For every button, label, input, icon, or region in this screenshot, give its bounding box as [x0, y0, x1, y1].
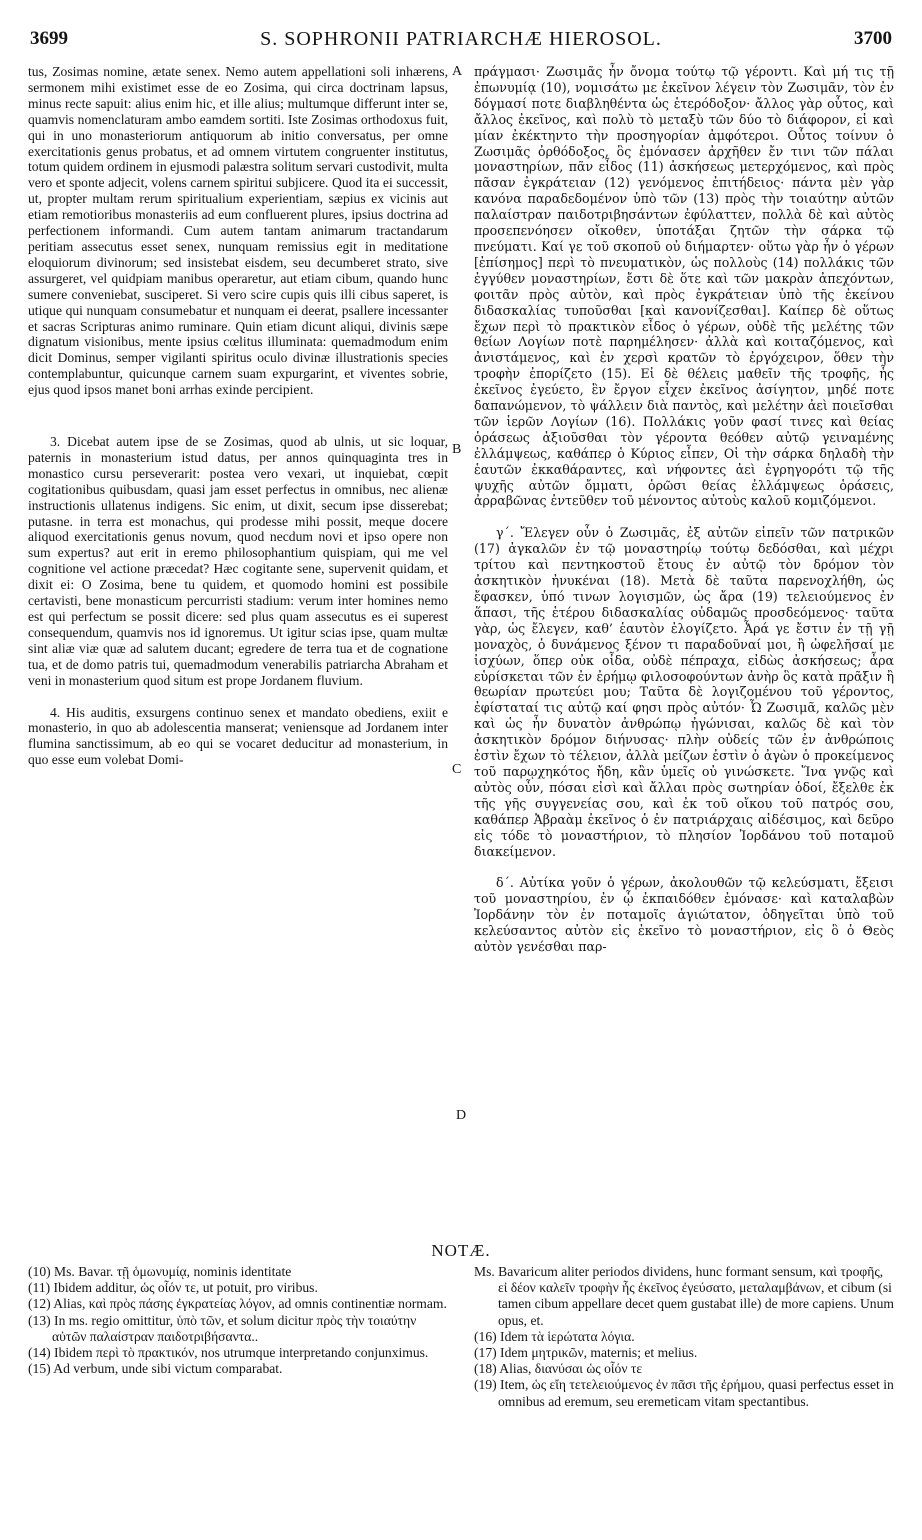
running-title: S. SOPHRONII PATRIARCHÆ HIEROSOL.: [260, 28, 662, 50]
paragraph-gap: [28, 689, 448, 705]
note-item: (11) Ibidem additur, ὡς οἷόν τε, ut potuit, pro viribus.: [28, 1280, 318, 1296]
latin-column: [28, 64, 448, 768]
note-item: (17) Idem μητρικῶν, maternis; et melius.: [474, 1345, 698, 1361]
latin-paragraph-2: 3. Dicebat autem ipse de se Zosimas, quod ab ulnis, ut sic loquar, paternis in monasterium istud datus, per annos quinquaginta tres in monastico cursu perseverarit: postea vero vexari, ut inquiebat, cœpit cogitationibus quibusdam, quasi jam esset perfectus in omnibus, nec alienæ instructionis ullatenus indigens. Sic enim, ut dixit, secum ipse disserebat; putasne. in terra est monachus, qui prodesse mihi possit, meque docere aliquod exercitationis genus novum, quod necdum novi et ipso opere non sum expertus? aut erit in eremo philosophantium quispiam, qui me vel cognitione vel actione præcedat? Hæc cogitante sene, supervenit quidam, et dixit ei: O Zosima, bene tu quidem, et quomodo homini est possibile certavisti, bene monasticum percurristi stadium: verum inter homines nemo est qui perfectum se possit dicere: sed plus quam assecutus es ei superest consequendum, quamvis nos id ignoremus. Ut igitur scias ipse, quam multæ sint aliæ viæ quæ ad salutem ducant; egredere de terra tua et de cognatione tua, et de domo patris tui, quemadmodum venerabilis patriarcha Abraham et veni in monasterium quod situm est prope Jordanem fluvium.: [28, 434, 448, 688]
greek-paragraph-1: πράγμασι· Ζωσιμᾶς ἦν ὄνομα τούτῳ τῷ γέροντι. Καὶ μή τις τῇ ἐπωνυμίᾳ (10), νομισάτω με ἐκεῖνον λέγειν τὸν Ζωσιμᾶν, τὸν ἐν δόγμασί ποτε διαβληθέντα ὡς ἑτερόδοξον· ἄλλος γὰρ οὗτος, καὶ ἄλλος ἐκεῖνος, καὶ πολὺ τὸ μεταξὺ τῶν δύο τὸ διάφορον, εἰ καὶ μίαν ἐκέκτηντο τὴν προσηγορίαν ἀμφότεροι. Οὗτος τοίνυν ὁ Ζωσιμᾶς ὀρθόδοξος, ὃς ἐμόνασεν ἀρχῆθεν ἔν τινι τῶν πάλαι μοναστηρίων, πᾶν εἶδος (11) ἀσκήσεως μετερχόμενος, καὶ πρὸς πᾶσαν ἐγκράτειαν (12) γενόμενος ἐπιτήδειος· πάντα μὲν γὰρ κανόνα παραδεδομένον ὑπὸ τῶν (13) πρὸς τὴν τοιαύτην αὐτῶν παλαίστραν παιδοτριβησάντων ἐφύλαττεν, πολλὰ δὲ καὶ αὐτὸς προσεπενόησεν οἴκοθεν, ὑποτάξαι ζητῶν τὴν σάρκα τῷ πνεύματι. Καί γε τοῦ σκοποῦ οὐ διήμαρτεν· οὕτω γὰρ ἦν ὁ γέρων [ἐπίσημος] περὶ τὸ πνευματικὸν, ὡς πολλοὺς (14) πολλάκις τῶν ἐγγύθεν μοναστηρίων, ἔστι δὲ ὅτε καὶ τῶν μακρὰν ἀπεχόντων, φοιτᾶν πρὸς αὐτὸν, καὶ πρὸς ἐγκράτειαν ὑπὸ τῆς ἐκείνου διδασκαλίας τυποῦσθαι [καὶ κανονίζεσθαι]. Καίπερ δὲ οὕτως ἔχων περὶ τὸ πρακτικὸν εἶδος ὁ γέρων, οὐδὲ τῆς μελέτης τῶν θείων Λογίων ποτὲ παρημέλησεν· ἀλλὰ καὶ κοιταζόμενος, καὶ ἀνιστάμενος, καὶ ἐν χερσὶ κρατῶν τὸ ἐργόχειρον, ὅθεν τὴν τροφὴν ἐπορίζετο (15). Εἰ δὲ θέλεις μαθεῖν τῆς τροφῆς, ἧς ἐκεῖνος ἐγεύετο, ἓν ἔργον εἶχεν ἐκεῖνος ἀσίγητον, μηδέ ποτε δαπανώμενον, τὸ ψάλλειν διὰ παντὸς, καὶ μελέτην ἀεὶ ποιεῖσθαι τῶν ἱερῶν Λογίων (16). Πολλάκις γοῦν φασί τινες καὶ θείας ὁράσεως ἀξιοῦσθαι τὸν γέροντα θεόθεν αὐτῷ γειναμένης ἐλλάμψεως, καθάπερ ὁ Κύριος εἶπεν, Οἱ τὴν σάρκα δηλαδὴ τὴν ἑαυτῶν ἐκκαθάραντες, καὶ νήφοντες ἀεὶ ἐγρηγορότι τῷ τῆς ψυχῆς αὐτῶν ὄμματι, ὁρῶσι θείας ἐλλάμψεως ὁράσεις, ἀρραβῶνας ἐντεῦθεν τοῦ μένοντος αὐτοὺς καλοῦ κομιζόμενοι.: [474, 64, 894, 509]
latin-paragraph-1: tus, Zosimas nomine, ætate senex. Nemo autem appellationi soli inhærens, sermonem mihi existimet esse de eo Zosima, qui circa doctrinam lapsus, minus recte sapuit: alius enim hic, et ille alius; multumque differunt inter se, quamvis nomenclaturam ambo eamdem sortiti. Iste Zosimas orthodoxus fuit, qui in uno monasteriorum antiquorum ab initio conversatus, per omne exercitationis genus probatus, et ad omnem virtutem congruenter institutus, totum quidem ordinem in ejusmodi palæstra solitum servari custodivit, multa vero et sponte adjecit, volens carnem spiritui subjicere. Quod ita ei successit, ut, propter multam rerum spiritualium experientiam, sæpius ex vicinis aut etiam remotioribus monasteriis ad eum confluerent plures, ipsius doctrina ad perfectionem informandi. Cum autem tantam animarum tractandarum peritiam assecutus esset senex, nunquam remissius egit in meditatione eloquiorum divinorum; sed insistebat eisdem, seu decumberet strato, sive assurgeret, vel quidpiam manibus operaretur, aut etiam cibum, quando hunc sumere conveniebat, susciperet. Si vero scire cupis quis illi cibus saperet, is utique qui nunquam consumebatur et nunquam ei deerat, psallere incessanter et sacras Scripturas animo ruminare. Quin etiam dicunt aliqui, divinis sæpe dignatum visionibus, mente ipsius cœlitus illuminata: quemadmodum enim dicit Dominus, semper vigilanti spiritus oculo divinæ illustrationis species contemplabuntur, quicunque carnem suam expurgarint, et viventes sobrie, ejus quod ipsos manet boni arrhas exinde percipient.: [28, 64, 448, 398]
note-item: (15) Ad verbum, unde sibi victum comparabat.: [28, 1361, 283, 1377]
section-marker-c: C: [452, 762, 462, 777]
page-header: [30, 28, 892, 58]
greek-paragraph-2: γ΄. Ἔλεγεν οὖν ὁ Ζωσιμᾶς, ἐξ αὐτῶν εἰπεῖν τῶν πατρικῶν (17) ἀγκαλῶν ἐν τῷ μοναστηρίῳ τούτῳ δεδόσθαι, καὶ μέχρι τρίτου καὶ πεντηκοστοῦ ἔτους ἐν αὐτῷ τὸν δρόμον τὸν ἀσκητικὸν ἠνυκέναι (18). Μετὰ δὲ ταῦτα παρενοχλήθη, ὡς ἔφασκεν, ὑπό τινων λογισμῶν, ὡς ἄρα (19) τελειούμενος ἐν ἅπασι, τῆς ἑτέρου διδασκαλίας οὐδαμῶς προσδεόμενος· ταῦτα γὰρ, ὡς ἔλεγεν, καθ’ ἑαυτὸν ἐλογίζετο. Ἆρά γε ἔστιν ἐν τῇ γῇ μοναχὸς, ὁ δυνάμενος ξένον τι παραδοῦναί μοι, ἢ ὠφελῆσαί με ἰσχύων, ὅπερ οὐκ οἶδα, οὐδὲ πέπραχα, εἰδὼς ἀσκήσεως; ἆρα εὑρίσκεται τῶν ἐν ἐρήμῳ φιλοσοφούντων ἀνὴρ ὃς κατὰ πρᾶξιν ἢ θεωρίαν πρωτεύει μου; Ταῦτα δὲ λογιζομένου τοῦ γέροντος, ἐφίσταταί τις αὐτῷ καί φησι πρὸς αὐτόν· Ὦ Ζωσιμᾶ, καλῶς μὲν καὶ ὡς ἦν δυνατὸν ἀνθρώπῳ ἠγώνισαι, καλῶς δὲ καὶ τὸν ἀσκητικὸν δρόμον διήνυσας· πλὴν οὐδείς τῶν ἐν ἀνθρώποις ἐστὶν ἔχων τὸ τέλειον, ἀλλὰ μείζων ἐστὶν ὁ ἀγὼν ὁ προκείμενος τοῦ παρῳχηκότος ἤδη, κἂν ὑμεῖς οὐ γινώσκετε. Ἵνα γνῷς καὶ αὐτὸς οὖν, πόσαι εἰσὶ καὶ ἄλλαι πρὸς σωτηρίαν ὁδοί, ἔξελθε ἐκ τῆς γῆς συγγενείας σου, καὶ ἐκ τοῦ οἴκου τοῦ πατρός σου, καθάπερ Ἀβραὰμ ἐκεῖνος ὁ ἐν πατριάρχαις αἰδέσιμος, καὶ δεῦρο εἰς τόδε τὸ μοναστήριον, τὸ πλησίον Ἰορδάνου τοῦ ποταμοῦ διακείμενον.: [474, 525, 894, 859]
latin-paragraph-3: 4. His auditis, exsurgens continuo senex et mandato obediens, exiit e monasterio, in quo ab adolescentia manserat; veniensque ad Jordanem inter flumina sanctissimum, ab eo qui se vocaret deducitur ad monasterium, in quo esse eum volebat Domi-: [28, 704, 448, 768]
note-item: (13) In ms. regio omittitur, ὑπὸ τῶν, et solum dicitur πρὸς τὴν τοιαύτην αὐτῶν παλαίστραν παιδοτριβήσαντα..: [28, 1312, 417, 1344]
paragraph-gap: [474, 509, 894, 525]
page-number-right: 3700: [854, 28, 892, 49]
notes-right-column: [474, 1264, 894, 1410]
notes-left-column: [28, 1264, 448, 1377]
page-number-left: 3699: [30, 28, 68, 49]
note-item: (19) Item, ὡς εἴη τετελειούμενος ἐν πᾶσι τῆς ἐρήμου, quasi perfectus esset in omnibus ad eremum, seu eremeticam vitam spectantibus.: [474, 1377, 894, 1409]
section-marker-d: D: [456, 1108, 467, 1123]
paragraph-gap: [474, 859, 894, 875]
note-item: (14) Ibidem περὶ τὸ πρακτικόν, nos utrumque interpretando conjunximus.: [28, 1345, 429, 1361]
greek-column: [474, 64, 894, 955]
note-item: (16) Idem τὰ ἱερώτατα λόγια.: [474, 1328, 635, 1344]
notes-heading: NOTÆ.: [431, 1241, 491, 1260]
note-item: Ms. Bavaricum aliter periodos dividens, hunc formant sensum, καὶ τροφῆς, εἰ δέον καλεῖν τροφὴν ἧς ἐκεῖνος ἐγεύσατο, μεταλαμβάνων, et cibum (si tamen cibum appellare decet quem gustabat ille) de more capiens. Unum opus, et.: [474, 1264, 894, 1328]
paragraph-gap: [28, 398, 448, 434]
note-item: (12) Alias, καὶ πρὸς πάσης ἐγκρατείας λόγον, ad omnis continentiæ normam.: [28, 1296, 447, 1312]
section-marker-a: A: [452, 64, 463, 79]
greek-paragraph-3: δ΄. Αὐτίκα γοῦν ὁ γέρων, ἀκολουθῶν τῷ κελεύσματι, ἔξεισι τοῦ μοναστηρίου, ἐν ᾧ ἐκπαιδόθεν ἐμόνασε· καὶ καταλαβὼν Ἰορδάνην τὸν ἐν ποταμοῖς ἁγιώτατον, ὁδηγεῖται ὑπὸ τοῦ κελεύσαντος αὐτὸν εἰς ἐκεῖνο τὸ μοναστήριον, εἰς ὃ ὁ Θεὸς αὐτὸν γενέσθαι παρ-: [474, 875, 894, 955]
note-item: (18) Alias, διανύσαι ὡς οἷόν τε: [474, 1361, 643, 1377]
section-marker-b: B: [452, 442, 462, 457]
note-item: (10) Ms. Bavar. τῇ ὁμωνυμίᾳ, nominis identitate: [28, 1264, 292, 1279]
